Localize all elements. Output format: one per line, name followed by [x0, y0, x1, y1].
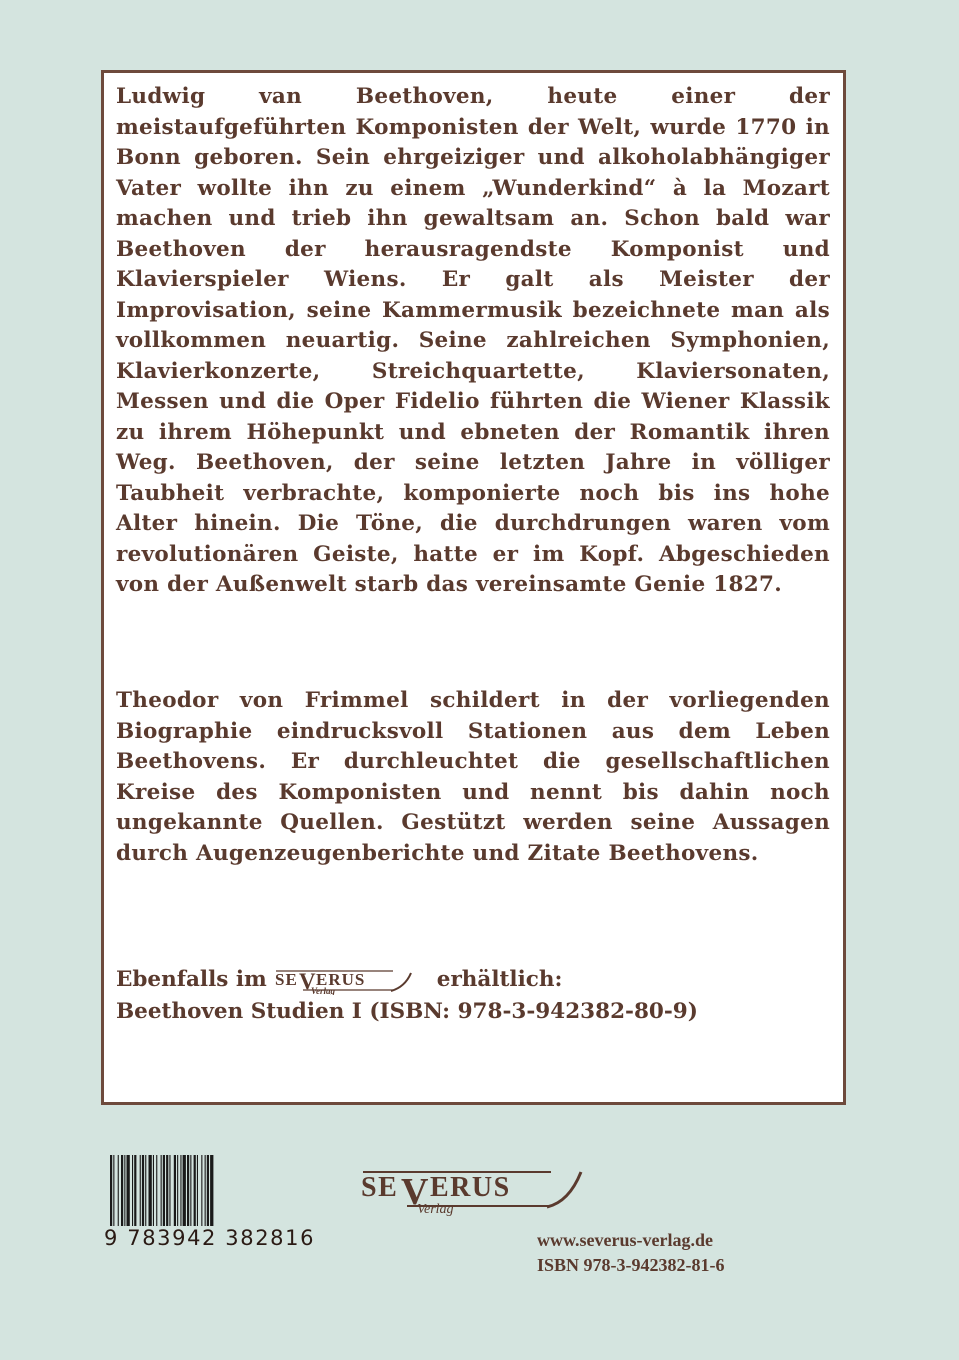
- isbn-label: ISBN 978-3-942382-81-6: [537, 1255, 725, 1275]
- description-paragraph-2: Theodor von Frimmel schildert in der vorliegenden Biographie eindrucksvoll Stationen aus dem Leben Beethovens. Er durchleuchtet die gesellschaftlichen Kreise des Komponisten und nennt bis dahin noch ungekannte Quellen. Gestützt werden seine Aussagen durch Augenzeugenberichte und Zitate Beethovens.: [116, 688, 830, 866]
- publisher-url[interactable]: www.severus-verlag.de: [537, 1230, 713, 1250]
- barcode-number: 9 783942 382816: [102, 1226, 319, 1250]
- svg-text:V: V: [298, 969, 316, 994]
- availability-note: [116, 964, 698, 1028]
- related-title: Beethoven Studien I (ISBN: 978-3-942382-80-9): [116, 999, 698, 1024]
- severus-logo-inline: [273, 965, 433, 995]
- svg-text:ERUS: ERUS: [315, 970, 366, 989]
- severus-logo: [355, 1158, 595, 1218]
- svg-text:Verlag: Verlag: [417, 1202, 454, 1217]
- svg-text:ERUS: ERUS: [430, 1172, 511, 1203]
- svg-text:Verlag: Verlag: [310, 986, 335, 995]
- description-paragraph-1: Ludwig van Beethoven, heute einer der meistaufgeführten Komponisten der Welt, wurde 1770 in Bonn geboren. Sein ehrgeiziger und alkoholabhängiger Vater wollte ihn zu einem „Wunderkind“ à la Mozart machen und trieb ihn gewaltsam an. Schon bald war Beethoven der herausragendste Komponist und Klavierspieler Wiens. Er galt als Meister der Improvisation, seine Kammermusik bezeichnete man als vollkommen neuartig. Seine zahlreichen Symphonien, Klavierkonzerte, Streichquartette, Klaviersonaten, Messen und die Oper Fidelio führten die Wiener Klassik zu ihrem Höhepunkt und ebneten der Romantik ihren Weg. Beethoven, der seine letzten Jahre in völliger Taubheit verbrachte, komponierte noch bis ins hohe Alter hinein. Die Töne, die durchdrungen waren vom revolutionären Geiste, hatte er im Kopf. Abgeschieden von der Außenwelt starb das vereinsamte Genie 1827.: [116, 84, 830, 597]
- svg-text:SE: SE: [361, 1172, 399, 1203]
- svg-text:SE: SE: [274, 970, 298, 989]
- svg-text:V: V: [401, 1171, 429, 1213]
- availability-suffix: erhältlich:: [436, 967, 563, 992]
- availability-prefix: Ebenfalls im: [116, 967, 267, 992]
